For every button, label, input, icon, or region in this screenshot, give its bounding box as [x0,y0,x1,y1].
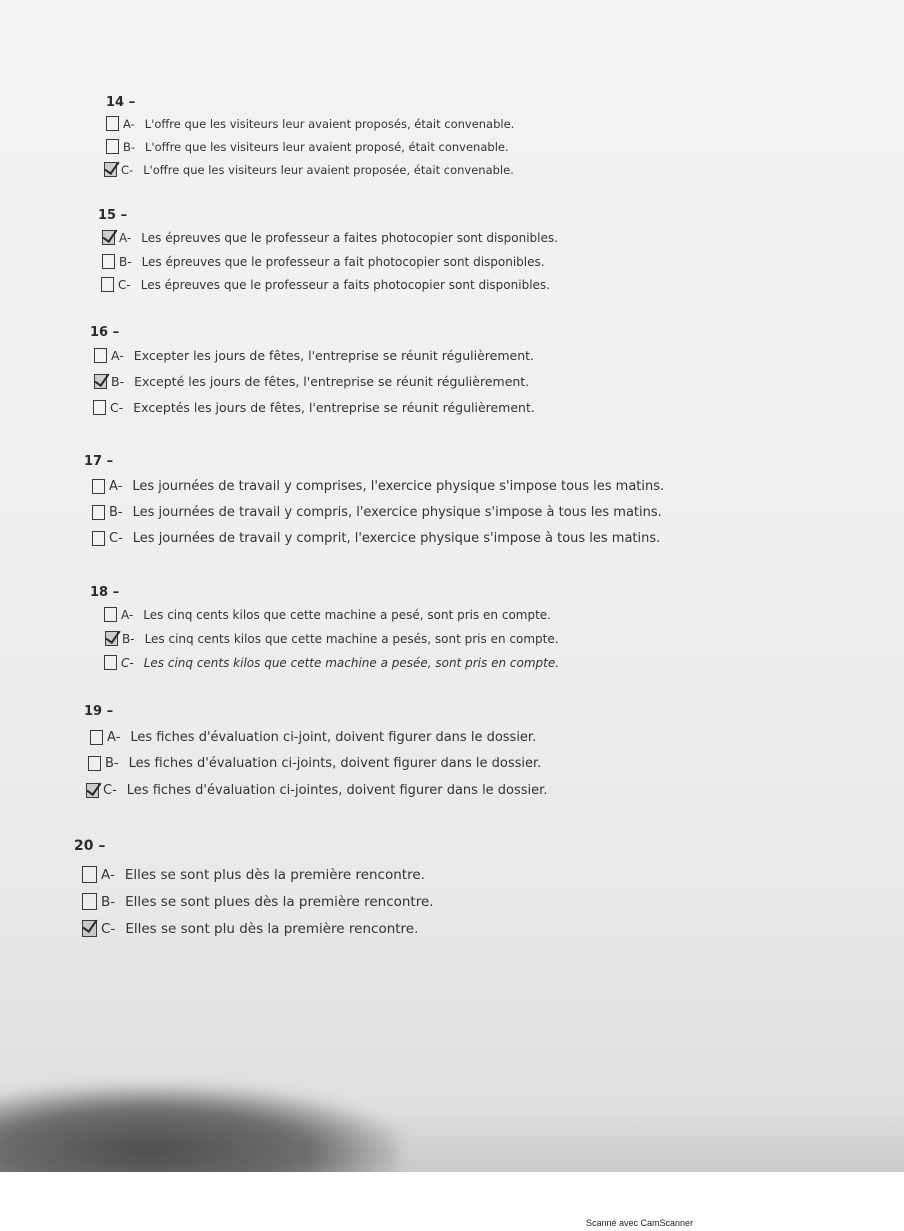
option-row [94,374,529,389]
option-row [105,631,559,646]
option-letter: A- [121,607,134,622]
answer-checkbox[interactable] [104,655,117,670]
option-row [92,479,664,494]
option-text: Les journées de travail y comprises, l'exercice physique s'impose tous les matins. [132,479,665,494]
option-text: Elles se sont plus dès la première rencontre. [124,866,425,883]
option-letter: A- [111,348,124,363]
answer-checkbox[interactable] [88,756,101,771]
option-text: Les cinq cents kilos que cette machine a pesé, sont pris en compte. [143,607,551,622]
option-text: Excepté les jours de fêtes, l'entreprise se réunit régulièrement. [134,374,530,389]
answer-checkbox[interactable] [92,531,105,546]
answer-checkbox[interactable] [101,277,114,292]
question-number: 20 – [74,838,106,854]
question-number: 16 – [90,325,120,340]
option-row [104,162,514,177]
option-row [86,783,547,798]
option-row [82,893,434,910]
option-letter: C- [110,400,124,415]
option-row [102,254,545,269]
answer-checkbox[interactable] [82,866,97,883]
option-letter: A- [119,230,132,245]
option-letter: B- [111,374,125,389]
answer-checkbox[interactable] [82,893,97,910]
option-letter: C- [101,920,116,937]
option-text: Les cinq cents kilos que cette machine a pesée, sont pris en compte. [143,655,560,670]
question-number: 15 – [98,208,128,223]
finger-shadow [0,1085,400,1172]
option-row [101,277,550,292]
option-letter: C- [121,655,134,670]
option-row [90,730,536,745]
option-text: L'offre que les visiteurs leur avaient proposé, était convenable. [145,139,509,154]
option-text: Elles se sont plues dès la première rencontre. [125,893,434,910]
question-number: 14 – [106,95,136,110]
option-text: Elles se sont plu dès la première rencontre. [125,920,419,937]
option-row [93,400,535,415]
option-row [82,866,425,883]
option-letter: B- [109,505,123,520]
answer-checkbox[interactable] [102,230,115,245]
option-row [92,505,662,520]
answer-checkbox[interactable] [92,505,105,520]
answer-checkbox[interactable] [94,374,107,389]
answer-checkbox[interactable] [86,783,99,798]
option-letter: A- [101,866,115,883]
answer-checkbox[interactable] [90,730,103,745]
option-letter: B- [101,893,116,910]
option-text: Excepter les jours de fêtes, l'entreprise se réunit régulièrement. [133,348,535,363]
option-letter: C- [121,162,134,177]
option-text: Les journées de travail y compris, l'exercice physique s'impose à tous les matins. [132,505,662,520]
answer-checkbox[interactable] [94,348,107,363]
question-number: 19 – [84,704,114,719]
answer-checkbox[interactable] [104,162,117,177]
option-text: Les cinq cents kilos que cette machine a pesés, sont pris en compte. [144,631,559,646]
option-row [88,756,541,771]
option-letter: B- [105,756,119,771]
option-text: Les fiches d'évaluation ci-joint, doivent figurer dans le dossier. [130,730,537,745]
answer-checkbox[interactable] [92,479,105,494]
question-number: 17 – [84,454,114,469]
answer-checkbox[interactable] [93,400,106,415]
option-text: L'offre que les visiteurs leur avaient proposés, était convenable. [144,116,515,131]
option-row [104,655,559,670]
option-letter: B- [119,254,132,269]
answer-checkbox[interactable] [82,920,97,937]
answer-checkbox[interactable] [105,631,118,646]
option-text: Les fiches d'évaluation ci-jointes, doivent figurer dans le dossier. [126,783,548,798]
option-letter: C- [118,277,131,292]
option-letter: B- [123,139,136,154]
option-row [106,116,514,131]
option-letter: C- [103,783,117,798]
option-row [102,230,558,245]
answer-checkbox[interactable] [106,139,119,154]
option-letter: B- [122,631,135,646]
option-row [94,348,534,363]
option-letter: A- [107,730,121,745]
option-letter: A- [123,116,135,131]
question-number: 18 – [90,585,120,600]
option-text: Les épreuves que le professeur a faits photocopier sont disponibles. [140,277,550,292]
option-letter: A- [109,479,123,494]
answer-checkbox[interactable] [106,116,119,131]
option-text: L'offre que les visiteurs leur avaient proposée, était convenable. [143,162,514,177]
scanner-watermark: Scanné avec CamScanner [586,1218,694,1228]
option-text: Les journées de travail y comprit, l'exercice physique s'impose à tous les matins. [132,531,661,546]
option-row [104,607,551,622]
option-text: Exceptés les jours de fêtes, l'entreprise se réunit régulièrement. [133,400,535,415]
option-row [92,531,660,546]
option-text: Les fiches d'évaluation ci-joints, doivent figurer dans le dossier. [128,756,542,771]
answer-checkbox[interactable] [102,254,115,269]
option-row [82,920,418,937]
option-letter: C- [109,531,123,546]
option-text: Les épreuves que le professeur a faites photocopier sont disponibles. [141,230,558,245]
answer-checkbox[interactable] [104,607,117,622]
option-text: Les épreuves que le professeur a fait photocopier sont disponibles. [141,254,545,269]
option-row [106,139,509,154]
